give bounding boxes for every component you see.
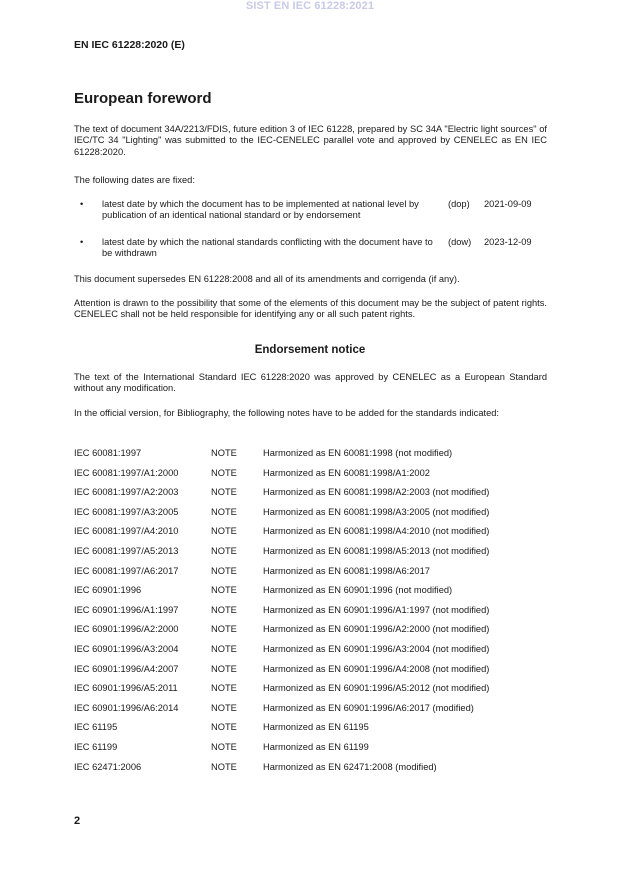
- supersedes-text: This document supersedes EN 61228:2008 and all of its amendments and corrigenda (if any).: [74, 274, 460, 284]
- standard-reference: IEC 61199: [74, 741, 118, 752]
- standard-reference: IEC 60901:1996/A3:2004: [74, 643, 179, 654]
- harmonized-text: Harmonized as EN 60901:1996 (not modified): [263, 585, 453, 596]
- standard-reference: IEC 60901:1996: [74, 585, 142, 596]
- standard-reference: IEC 60081:1997: [74, 448, 142, 458]
- harmonized-text: Harmonized as EN 62471:2008 (modified): [263, 761, 437, 772]
- note-label: NOTE: [211, 722, 237, 733]
- standard-reference: IEC 60081:1997/A5:2013: [74, 545, 179, 556]
- date-abbreviation: (dop): [448, 199, 470, 209]
- note-row: [74, 566, 554, 586]
- note-row: [74, 644, 554, 664]
- harmonized-text: Harmonized as EN 60901:1996/A4:2008 (not modified): [263, 663, 490, 674]
- note-label: NOTE: [211, 526, 237, 537]
- note-label: NOTE: [211, 663, 237, 674]
- note-row: [74, 448, 554, 468]
- endorsement-text: The text of the International Standard IEC 61228:2020 was approved by CENELEC as a European Standard without any modification.: [74, 372, 547, 394]
- standard-reference: IEC 60901:1996/A5:2011: [74, 683, 178, 694]
- note-row: [74, 526, 554, 546]
- date-value: 2023-12-09: [484, 237, 532, 247]
- standard-reference: IEC 60081:1997/A2:2003: [74, 487, 179, 498]
- note-row: [74, 585, 554, 605]
- harmonized-text: Harmonized as EN 60081:1998 (not modified): [263, 448, 453, 458]
- bibliography-notes-list: [74, 448, 554, 781]
- standard-reference: IEC 60081:1997/A4:2010: [74, 526, 179, 537]
- standard-reference: IEC 60901:1996/A6:2014: [74, 702, 179, 713]
- document-id-header: EN IEC 61228:2020 (E): [74, 39, 185, 51]
- note-row: [74, 487, 554, 507]
- note-row: [74, 703, 554, 723]
- note-label: NOTE: [211, 467, 237, 478]
- harmonized-text: Harmonized as EN 60901:1996/A2:2000 (not modified): [263, 624, 490, 635]
- harmonized-text: Harmonized as EN 60901:1996/A1:1997 (not modified): [263, 604, 490, 615]
- note-row: [74, 762, 554, 782]
- note-label: NOTE: [211, 683, 237, 694]
- note-label: NOTE: [211, 585, 237, 596]
- note-label: NOTE: [211, 741, 237, 752]
- note-label: NOTE: [211, 702, 237, 713]
- note-label: NOTE: [211, 487, 237, 498]
- bullet-icon: •: [80, 199, 84, 209]
- note-label: NOTE: [211, 624, 237, 635]
- date-value: 2021-09-09: [484, 199, 532, 209]
- harmonized-text: Harmonized as EN 60081:1998/A2:2003 (not modified): [263, 487, 490, 498]
- note-label: NOTE: [211, 545, 237, 556]
- date-description: latest date by which the document has to be implemented at national level by publication of an identical national standard or by endorsement: [102, 199, 419, 221]
- note-row: [74, 507, 554, 527]
- harmonized-text: Harmonized as EN 60081:1998/A5:2013 (not modified): [263, 545, 490, 556]
- note-row: [74, 664, 554, 684]
- note-row: [74, 742, 554, 762]
- note-label: NOTE: [211, 643, 237, 654]
- standard-reference: IEC 60901:1996/A4:2007: [74, 663, 179, 674]
- harmonized-text: Harmonized as EN 60081:1998/A3:2005 (not modified): [263, 506, 490, 517]
- note-label: NOTE: [211, 761, 237, 772]
- note-label: NOTE: [211, 604, 237, 615]
- page-number: 2: [74, 815, 81, 827]
- date-description: latest date by which the national standards conflicting with the document have to be withdrawn: [102, 237, 433, 259]
- bibliography-intro: In the official version, for Bibliography, the following notes have to be added for the standards indicated:: [74, 408, 499, 418]
- standard-reference: IEC 62471:2006: [74, 761, 142, 772]
- note-row: [74, 624, 554, 644]
- harmonized-text: Harmonized as EN 60901:1996/A3:2004 (not modified): [263, 643, 490, 654]
- dates-intro: The following dates are fixed:: [74, 175, 195, 185]
- harmonized-text: Harmonized as EN 60081:1998/A6:2017: [263, 565, 430, 576]
- note-row: [74, 683, 554, 703]
- note-row: [74, 546, 554, 566]
- standard-reference: IEC 61195: [74, 722, 118, 733]
- standard-reference: IEC 60081:1997/A6:2017: [74, 565, 179, 576]
- note-label: NOTE: [211, 448, 237, 458]
- harmonized-text: Harmonized as EN 60901:1996/A6:2017 (modified): [263, 702, 474, 713]
- standard-reference: IEC 60901:1996/A1:1997: [74, 604, 179, 615]
- date-abbreviation: (dow): [448, 237, 472, 247]
- patent-notice: Attention is drawn to the possibility that some of the elements of this document may be the subject of patent rights. CENELEC shall not be held responsible for identifying any or all such patent rights.: [74, 298, 547, 320]
- note-row: [74, 605, 554, 625]
- standard-reference: IEC 60081:1997/A3:2005: [74, 506, 179, 517]
- harmonized-text: Harmonized as EN 60081:1998/A4:2010 (not modified): [263, 526, 490, 537]
- standard-reference: IEC 60901:1996/A2:2000: [74, 624, 179, 635]
- harmonized-text: Harmonized as EN 61199: [263, 741, 369, 752]
- note-label: NOTE: [211, 506, 237, 517]
- harmonized-text: Harmonized as EN 61195: [263, 722, 369, 733]
- note-label: NOTE: [211, 565, 237, 576]
- standard-reference: IEC 60081:1997/A1:2000: [74, 467, 179, 478]
- harmonized-text: Harmonized as EN 60901:1996/A5:2012 (not modified): [263, 683, 490, 694]
- watermark: SIST EN IEC 61228:2021: [245, 0, 375, 12]
- note-row: [74, 468, 554, 488]
- endorsement-title: Endorsement notice: [254, 344, 366, 356]
- note-row: [74, 722, 554, 742]
- harmonized-text: Harmonized as EN 60081:1998/A1:2002: [263, 467, 430, 478]
- foreword-title: European foreword: [74, 90, 212, 107]
- bullet-icon: •: [80, 237, 84, 247]
- foreword-intro: The text of document 34A/2213/FDIS, future edition 3 of IEC 61228, prepared by SC 34A "Electric light sources" of IEC/TC 34 "Lighting" was submitted to the IEC-CENELEC parallel vote and approved by CENELEC as EN IEC 61228:2020.: [74, 124, 547, 157]
